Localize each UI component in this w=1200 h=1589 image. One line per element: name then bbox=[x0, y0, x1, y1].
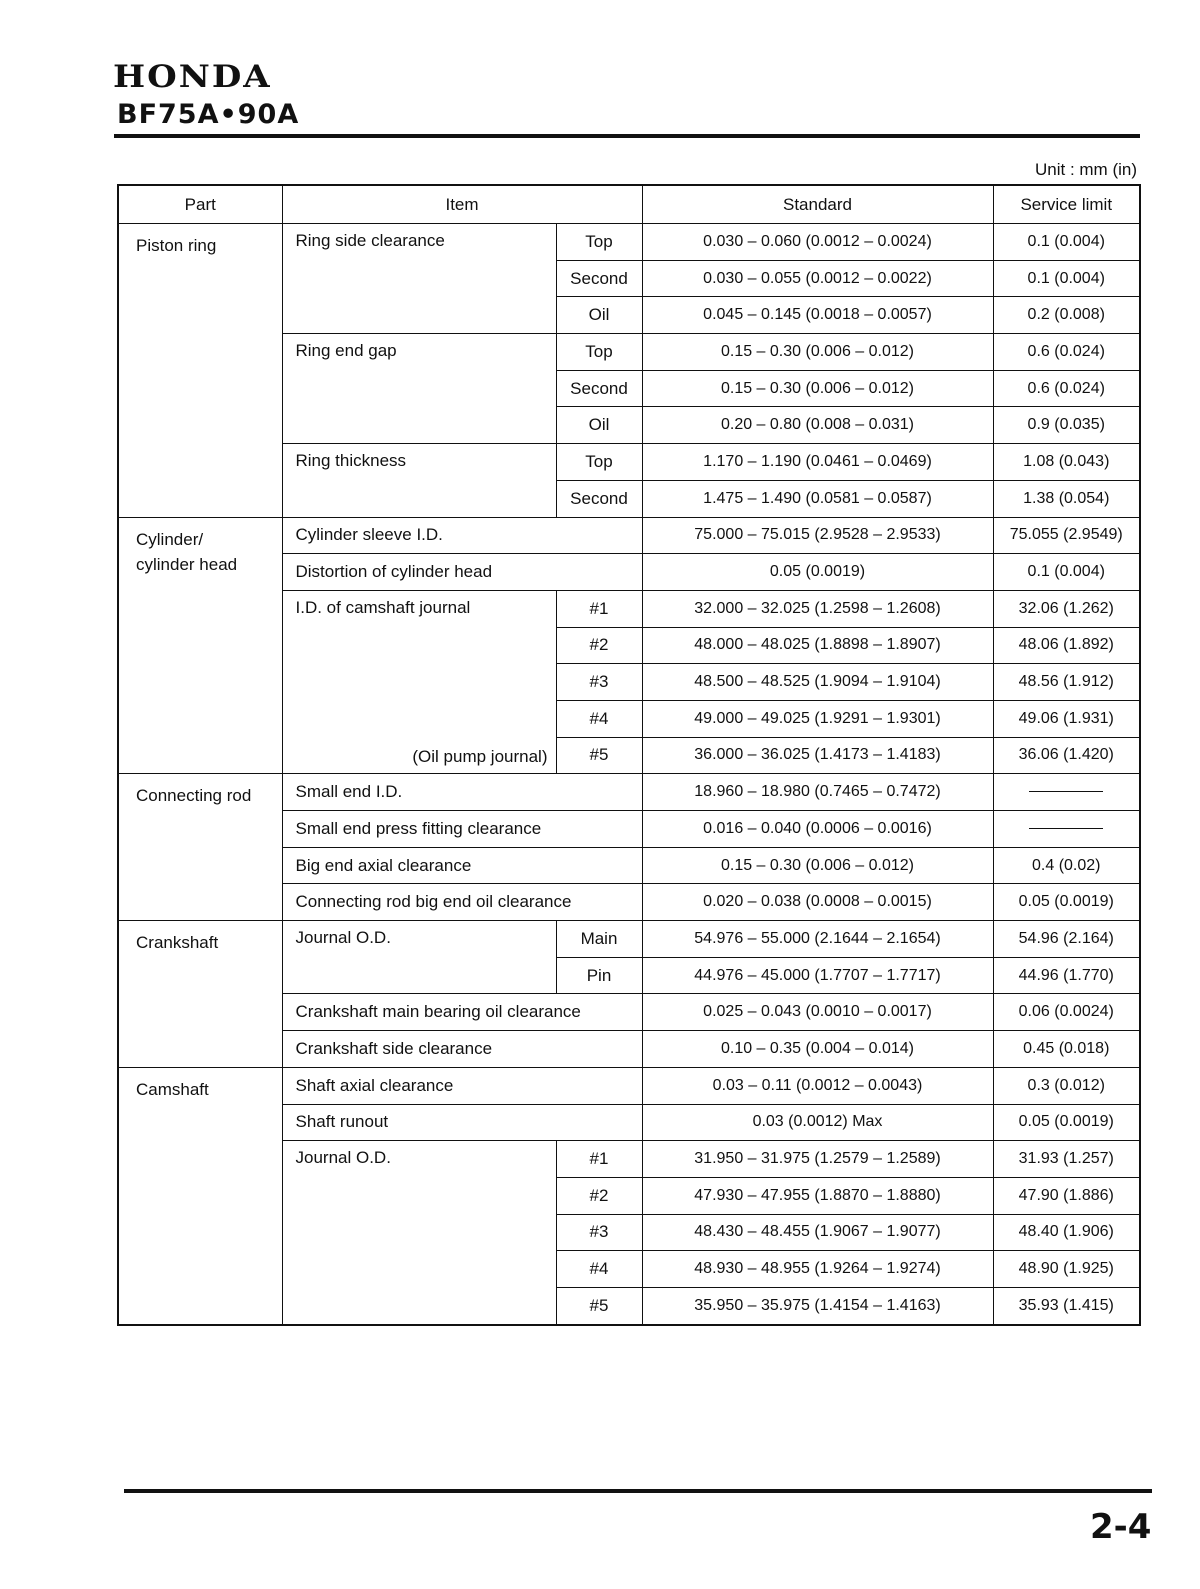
dash-mark bbox=[1029, 828, 1103, 829]
item-cell: Crankshaft side clearance bbox=[282, 1031, 642, 1068]
limit-cell: 32.06 (1.262) bbox=[993, 590, 1140, 627]
part-cell: Crankshaft bbox=[118, 921, 282, 1068]
standard-cell: 0.020 – 0.038 (0.0008 – 0.0015) bbox=[642, 884, 993, 921]
part-line: Cylinder/ bbox=[136, 529, 204, 549]
position-cell: Pin bbox=[556, 957, 642, 994]
item-note: (Oil pump journal) bbox=[412, 747, 548, 767]
brand-logo: HONDA bbox=[113, 59, 272, 96]
item-cell: Ring side clearance bbox=[282, 224, 556, 334]
col-header-standard: Standard bbox=[642, 185, 993, 224]
item-cell: Journal O.D. bbox=[282, 1141, 556, 1325]
limit-cell: 49.06 (1.931) bbox=[993, 700, 1140, 737]
footer-rule bbox=[124, 1489, 1152, 1493]
item-cell: Crankshaft main bearing oil clearance bbox=[282, 994, 642, 1031]
position-cell: Top bbox=[556, 334, 642, 371]
position-cell: Oil bbox=[556, 297, 642, 334]
position-cell: #4 bbox=[556, 700, 642, 737]
standard-cell: 32.000 – 32.025 (1.2598 – 1.2608) bbox=[642, 590, 993, 627]
standard-cell: 0.15 – 0.30 (0.006 – 0.012) bbox=[642, 847, 993, 884]
limit-cell: 0.1 (0.004) bbox=[993, 224, 1140, 261]
position-cell: #4 bbox=[556, 1251, 642, 1288]
item-cell: Shaft runout bbox=[282, 1104, 642, 1141]
standard-cell: 0.05 (0.0019) bbox=[642, 554, 993, 591]
standard-cell: 0.15 – 0.30 (0.006 – 0.012) bbox=[642, 334, 993, 371]
header-row bbox=[118, 185, 1140, 224]
table-row bbox=[118, 1067, 1140, 1104]
standard-cell: 49.000 – 49.025 (1.9291 – 1.9301) bbox=[642, 700, 993, 737]
spec-table bbox=[117, 184, 1141, 1326]
position-cell: #1 bbox=[556, 1141, 642, 1178]
part-cell: Connecting rod bbox=[118, 774, 282, 921]
dash-mark bbox=[1029, 791, 1103, 792]
standard-cell: 0.20 – 0.80 (0.008 – 0.031) bbox=[642, 407, 993, 444]
standard-cell: 1.475 – 1.490 (0.0581 – 0.0587) bbox=[642, 480, 993, 517]
standard-cell: 35.950 – 35.975 (1.4154 – 1.4163) bbox=[642, 1287, 993, 1324]
limit-cell: 0.3 (0.012) bbox=[993, 1067, 1140, 1104]
col-header-part: Part bbox=[118, 185, 282, 224]
standard-cell: 44.976 – 45.000 (1.7707 – 1.7717) bbox=[642, 957, 993, 994]
standard-cell: 0.030 – 0.060 (0.0012 – 0.0024) bbox=[642, 224, 993, 261]
table-row bbox=[118, 921, 1140, 958]
item-cell: Connecting rod big end oil clearance bbox=[282, 884, 642, 921]
limit-cell-empty bbox=[993, 811, 1140, 848]
item-cell: Ring thickness bbox=[282, 444, 556, 517]
item-label: I.D. of camshaft journal bbox=[295, 597, 471, 617]
standard-cell: 0.030 – 0.055 (0.0012 – 0.0022) bbox=[642, 260, 993, 297]
position-cell: #5 bbox=[556, 737, 642, 774]
limit-cell: 0.2 (0.008) bbox=[993, 297, 1140, 334]
limit-cell: 0.05 (0.0019) bbox=[993, 884, 1140, 921]
position-cell: #3 bbox=[556, 664, 642, 701]
position-cell: Second bbox=[556, 260, 642, 297]
item-cell bbox=[282, 590, 556, 773]
standard-cell: 0.15 – 0.30 (0.006 – 0.012) bbox=[642, 370, 993, 407]
limit-cell: 48.40 (1.906) bbox=[993, 1214, 1140, 1251]
item-cell: Cylinder sleeve I.D. bbox=[282, 517, 642, 554]
limit-cell: 48.56 (1.912) bbox=[993, 664, 1140, 701]
limit-cell: 0.4 (0.02) bbox=[993, 847, 1140, 884]
standard-cell: 75.000 – 75.015 (2.9528 – 2.9533) bbox=[642, 517, 993, 554]
position-cell: #1 bbox=[556, 590, 642, 627]
position-cell: #2 bbox=[556, 1177, 642, 1214]
table-row bbox=[118, 517, 1140, 554]
standard-cell: 48.000 – 48.025 (1.8898 – 1.8907) bbox=[642, 627, 993, 664]
standard-cell: 48.430 – 48.455 (1.9067 – 1.9077) bbox=[642, 1214, 993, 1251]
standard-cell: 36.000 – 36.025 (1.4173 – 1.4183) bbox=[642, 737, 993, 774]
part-line: cylinder head bbox=[136, 554, 238, 574]
position-cell: #5 bbox=[556, 1287, 642, 1324]
page-number: 2-4 bbox=[1090, 1507, 1152, 1547]
standard-cell: 0.03 – 0.11 (0.0012 – 0.0043) bbox=[642, 1067, 993, 1104]
limit-cell: 0.1 (0.004) bbox=[993, 260, 1140, 297]
position-cell: Main bbox=[556, 921, 642, 958]
standard-cell: 48.500 – 48.525 (1.9094 – 1.9104) bbox=[642, 664, 993, 701]
model-title: BF75A•90A bbox=[117, 99, 300, 130]
limit-cell: 0.6 (0.024) bbox=[993, 334, 1140, 371]
col-header-item: Item bbox=[282, 185, 642, 224]
limit-cell: 0.1 (0.004) bbox=[993, 554, 1140, 591]
limit-cell: 47.90 (1.886) bbox=[993, 1177, 1140, 1214]
position-cell: #2 bbox=[556, 627, 642, 664]
standard-cell: 31.950 – 31.975 (1.2579 – 1.2589) bbox=[642, 1141, 993, 1178]
item-cell: Distortion of cylinder head bbox=[282, 554, 642, 591]
limit-cell: 35.93 (1.415) bbox=[993, 1287, 1140, 1324]
position-cell: #3 bbox=[556, 1214, 642, 1251]
limit-cell: 0.6 (0.024) bbox=[993, 370, 1140, 407]
standard-cell: 0.025 – 0.043 (0.0010 – 0.0017) bbox=[642, 994, 993, 1031]
limit-cell: 0.05 (0.0019) bbox=[993, 1104, 1140, 1141]
limit-cell: 0.06 (0.0024) bbox=[993, 994, 1140, 1031]
limit-cell-empty bbox=[993, 774, 1140, 811]
part-cell: Piston ring bbox=[118, 224, 282, 518]
standard-cell: 54.976 – 55.000 (2.1644 – 2.1654) bbox=[642, 921, 993, 958]
standard-cell: 0.016 – 0.040 (0.0006 – 0.0016) bbox=[642, 811, 993, 848]
item-cell: Journal O.D. bbox=[282, 921, 556, 994]
item-cell: Shaft axial clearance bbox=[282, 1067, 642, 1104]
part-cell: Camshaft bbox=[118, 1067, 282, 1324]
standard-cell: 18.960 – 18.980 (0.7465 – 0.7472) bbox=[642, 774, 993, 811]
limit-cell: 75.055 (2.9549) bbox=[993, 517, 1140, 554]
limit-cell: 0.45 (0.018) bbox=[993, 1031, 1140, 1068]
item-cell: Small end press fitting clearance bbox=[282, 811, 642, 848]
standard-cell: 0.10 – 0.35 (0.004 – 0.014) bbox=[642, 1031, 993, 1068]
limit-cell: 31.93 (1.257) bbox=[993, 1141, 1140, 1178]
standard-cell: 47.930 – 47.955 (1.8870 – 1.8880) bbox=[642, 1177, 993, 1214]
standard-cell: 0.03 (0.0012) Max bbox=[642, 1104, 993, 1141]
limit-cell: 1.08 (0.043) bbox=[993, 444, 1140, 481]
item-cell: Big end axial clearance bbox=[282, 847, 642, 884]
position-cell: Oil bbox=[556, 407, 642, 444]
position-cell: Top bbox=[556, 224, 642, 261]
header-rule bbox=[114, 134, 1140, 138]
limit-cell: 1.38 (0.054) bbox=[993, 480, 1140, 517]
unit-note: Unit : mm (in) bbox=[1035, 160, 1137, 179]
position-cell: Second bbox=[556, 370, 642, 407]
limit-cell: 54.96 (2.164) bbox=[993, 921, 1140, 958]
table-row bbox=[118, 224, 1140, 261]
standard-cell: 48.930 – 48.955 (1.9264 – 1.9274) bbox=[642, 1251, 993, 1288]
table-row bbox=[118, 774, 1140, 811]
limit-cell: 48.06 (1.892) bbox=[993, 627, 1140, 664]
item-cell: Small end I.D. bbox=[282, 774, 642, 811]
limit-cell: 36.06 (1.420) bbox=[993, 737, 1140, 774]
position-cell: Second bbox=[556, 480, 642, 517]
item-cell: Ring end gap bbox=[282, 334, 556, 444]
limit-cell: 48.90 (1.925) bbox=[993, 1251, 1140, 1288]
standard-cell: 0.045 – 0.145 (0.0018 – 0.0057) bbox=[642, 297, 993, 334]
limit-cell: 44.96 (1.770) bbox=[993, 957, 1140, 994]
col-header-service-limit: Service limit bbox=[993, 185, 1140, 224]
limit-cell: 0.9 (0.035) bbox=[993, 407, 1140, 444]
standard-cell: 1.170 – 1.190 (0.0461 – 0.0469) bbox=[642, 444, 993, 481]
part-cell bbox=[118, 517, 282, 774]
position-cell: Top bbox=[556, 444, 642, 481]
